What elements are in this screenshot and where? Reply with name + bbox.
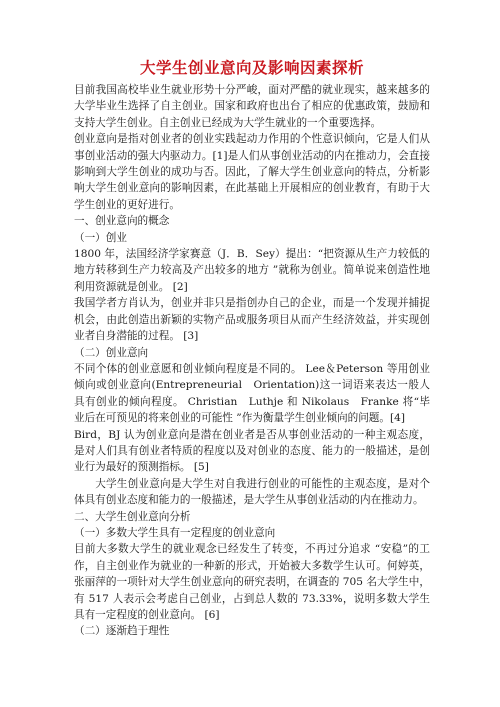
section-heading-1: 一、创业意向的概念	[74, 215, 170, 228]
subsection-heading-2-1: （一）多数大学生具有一定程度的创业意向	[74, 526, 276, 539]
paragraph-survey: 目前大多数大学生的就业观念已经发生了转变，不再过分追求 “安稳”的工作，自主创业作为就业的一种新的形式，开始被大多数学生认可。何婷英，张丽萍的一项针对大学生创业意向的研究表明，在调查的 705 名大学生中，有 517 人表示会考虑自己创业，占到总人数的 73.33%，说明多数大学生具有一定程度的创业意向。 [6]	[74, 543, 430, 621]
subsection-heading-1-2: （二）创业意向	[74, 346, 149, 359]
paragraph-student-intention: 大学生创业意向是大学生对自我进行创业的可能性的主观态度，是对个体具有创业态度和能力的一般描述，是大学生从事创业活动的内在推动力。	[74, 477, 430, 507]
paragraph-definition: 创业意向是指对创业者的创业实践起动力作用的个性意识倾向，它是人们从事创业活动的强大内驱动力。[1]是人们从事创业活动的内在推动力，会直接影响到大学生创业的成功与否。因此，了解大学生创业意向的特点，分析影响大学生创业意向的影响因素，在此基础上开展相应的创业教育，有助于大学生创业的更好进行。	[74, 133, 430, 211]
paragraph-intro: 目前我国高校毕业生就业形势十分严峻，面对严酷的就业现实，越来越多的大学毕业生选择了自主创业。国家和政府也出台了相应的优惠政策，鼓励和支持大学生创业。自主创业已经成为大学生就业的一个重要选择。	[74, 84, 430, 129]
paragraph-bird: Bird，BJ 认为创业意向是潜在创业者是否从事创业活动的一种主观态度，是对人们具有创业者特质的程度以及对创业的态度、能力的一般描述，是创业行为最好的预测指标。 [5]	[74, 428, 430, 474]
document-title: 大学生创业意向及影响因素探析	[139, 58, 364, 77]
document-page	[74, 58, 430, 640]
section-heading-2: 二、大学生创业意向分析	[74, 510, 191, 523]
subsection-heading-1-1: （一）创业	[74, 231, 127, 244]
paragraph-fangxiao: 我国学者方肖认为，创业并非只是指创办自己的企业，而是一个发现并捕捉机会，由此创造出新颖的实物产品或服务项目从而产生经济效益，并实现创业者自身潜能的过程。 [3]	[74, 297, 430, 343]
paragraph-lee-peterson: 不同个体的创业意愿和创业倾向程度是不同的。 Lee＆Peterson 等用创业倾向或创业意向(Entrepreneurial Orientation)这一词语来表达一般人具有创业的倾向程度。 Christian Luthje 和 Nikolaus Franke 将“毕业后在可预见的将来创业的可能性 ”作为衡量学生创业倾向的问题。[4]	[74, 362, 430, 425]
paragraph-sey: 1800 年，法国经济学家赛意（J．B．Sey）提出：“把资源从生产力较低的地方转移到生产力较高及产出较多的地方 ”就称为创业。简单说来创造性地利用资源就是创业。 [2]	[74, 248, 430, 293]
subsection-heading-2-2: （二）逐渐趋于理性	[74, 625, 170, 638]
